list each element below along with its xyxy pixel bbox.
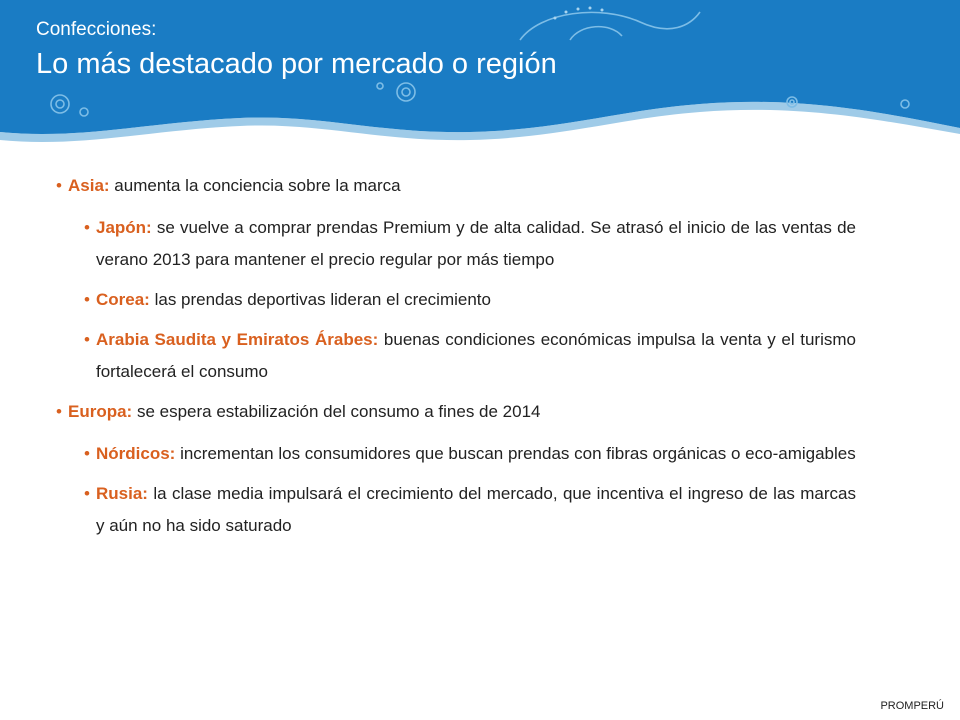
list-item <box>56 284 856 316</box>
item-term: Corea: <box>96 290 150 309</box>
item-text: las prendas deportivas lideran el crecimiento <box>149 290 491 309</box>
bullet-icon: • <box>56 176 62 195</box>
list-item <box>56 324 856 388</box>
page-title: Lo más destacado por mercado o región <box>36 48 557 80</box>
item-term: Arabia Saudita y Emiratos Árabes: <box>96 330 379 349</box>
item-text: se vuelve a comprar prendas Premium y de alta calidad. Se atrasó el inicio de las ventas de verano 2013 para mantener el precio regular por más tiempo <box>96 218 856 269</box>
list-item <box>56 438 856 470</box>
item-text: incrementan los consumidores que buscan prendas con fibras orgánicas o eco-amigables <box>175 444 856 463</box>
bullet-icon: • <box>84 290 90 309</box>
list-item <box>56 212 856 276</box>
item-term: Europa: <box>68 402 133 421</box>
item-term: Rusia: <box>96 484 148 503</box>
item-text: aumenta la conciencia sobre la marca <box>109 176 401 195</box>
item-term: Japón: <box>96 218 152 237</box>
footer-brand: PROMPERÚ <box>880 700 944 712</box>
bullet-icon: • <box>56 402 62 421</box>
item-text: la clase media impulsará el crecimiento del mercado, que incentiva el ingreso de las marcas y aún no ha sido saturado <box>96 484 856 535</box>
bullet-icon: • <box>84 444 90 463</box>
item-text: buenas condiciones económicas impulsa la venta y el turismo fortalecerá el consumo <box>96 330 856 381</box>
item-term: Asia: <box>68 176 110 195</box>
bullet-icon: • <box>84 330 90 349</box>
item-text: se espera estabilización del consumo a fines de 2014 <box>132 402 541 421</box>
list-item <box>56 478 856 542</box>
item-term: Nórdicos: <box>96 444 176 463</box>
list-item <box>56 170 856 202</box>
bullet-icon: • <box>84 484 90 503</box>
page-subtitle: Confecciones: <box>36 19 157 40</box>
header <box>36 18 557 83</box>
bullet-list <box>56 170 856 550</box>
bullet-icon: • <box>84 218 90 237</box>
list-item <box>56 396 856 428</box>
